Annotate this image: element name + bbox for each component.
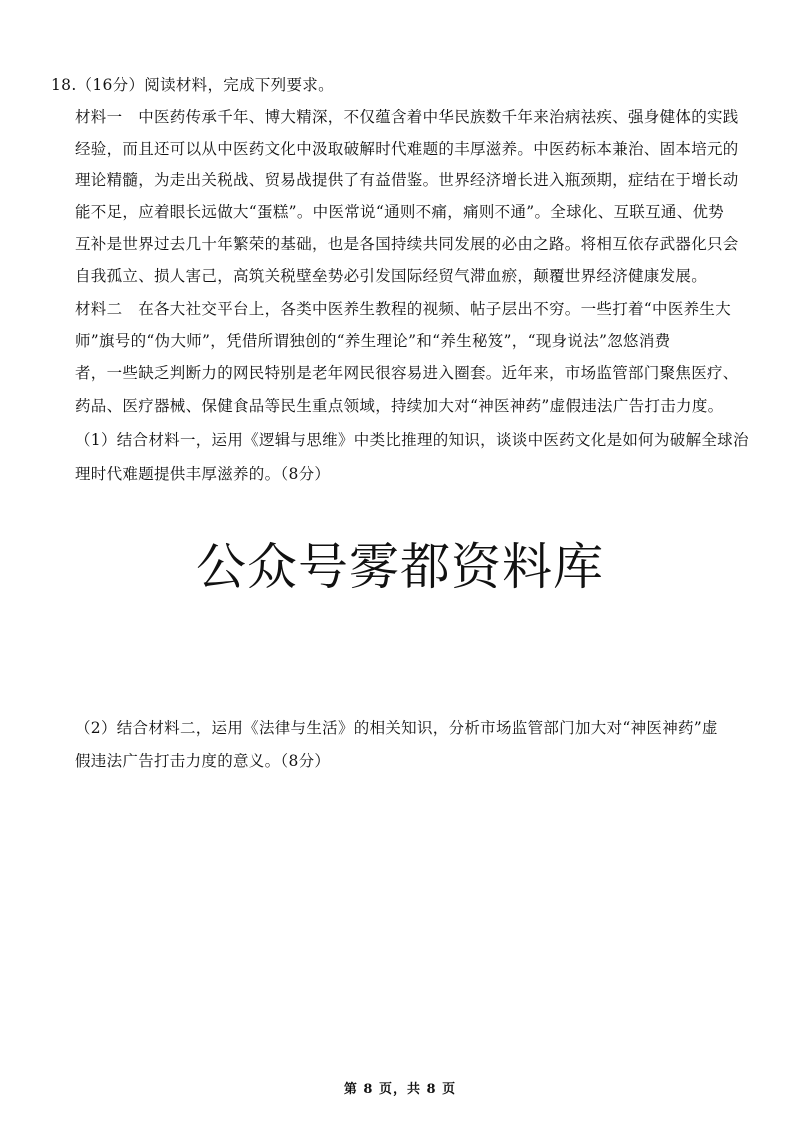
material1-line: 材料一 中医药传承千年、博大精深，不仅蕴含着中华民族数千年来治病祛疾、强身健体的实践 [75,108,739,126]
sub-question-line: （1）结合材料一，运用《逻辑与思维》中类比推理的知识，谈谈中医药文化是如何为破解全球治 [75,431,749,449]
material2-line: 药品、医疗器械、保健食品等民生重点领域，持续加大对“神医神药”虚假违法广告打击力度。 [75,397,724,415]
sub-question-line: 假违法广告打击力度的意义。（8分） [75,752,331,770]
material1-line: 理论精髓，为走出关税战、贸易战提供了有益借鉴。世界经济增长进入瓶颈期，症结在于增长动 [75,171,739,189]
material1-line: 互补是世界过去几十年繁荣的基础，也是各国持续共同发展的必由之路。将相互依存武器化只会 [75,235,739,253]
sub-question-line: （2）结合材料二，运用《法律与生活》的相关知识，分析市场监管部门加大对“神医神药”虚 [75,719,718,737]
sub-question-line: 理时代难题提供丰厚滋养的。（8分） [75,465,331,483]
material1-line: 能不足，应着眼长远做大“蛋糕”。中医常说“通则不痛，痛则不通”。全球化、互联互通、优势 [75,203,725,221]
watermark-text: 公众号雾都资料库 [196,538,604,596]
material2-line: 材料二 在各大社交平台上，各类中医养生教程的视频、帖子层出不穷。一些打着“中医养生大 [75,300,732,318]
material2-line: 师”旗号的“伪大师”，凭借所谓独创的“养生理论”和“养生秘笈”，“现身说法”忽悠消费 [75,332,671,350]
material1-line: 自我孤立、损人害己，高筑关税壁垒势必引发国际经贸气滞血瘀，颠覆世界经济健康发展。 [75,267,708,285]
material2-line: 者，一些缺乏判断力的网民特别是老年网民很容易进入圈套。近年来，市场监管部门聚焦医疗、 [75,364,739,382]
question-header: 18.（16分）阅读材料，完成下列要求。 [51,76,334,94]
material1-line: 经验，而且还可以从中医药文化中汲取破解时代难题的丰厚滋养。中医药标本兼治、固本培元的 [75,140,739,158]
page-footer: 第 8 页，共 8 页 [343,1082,457,1097]
